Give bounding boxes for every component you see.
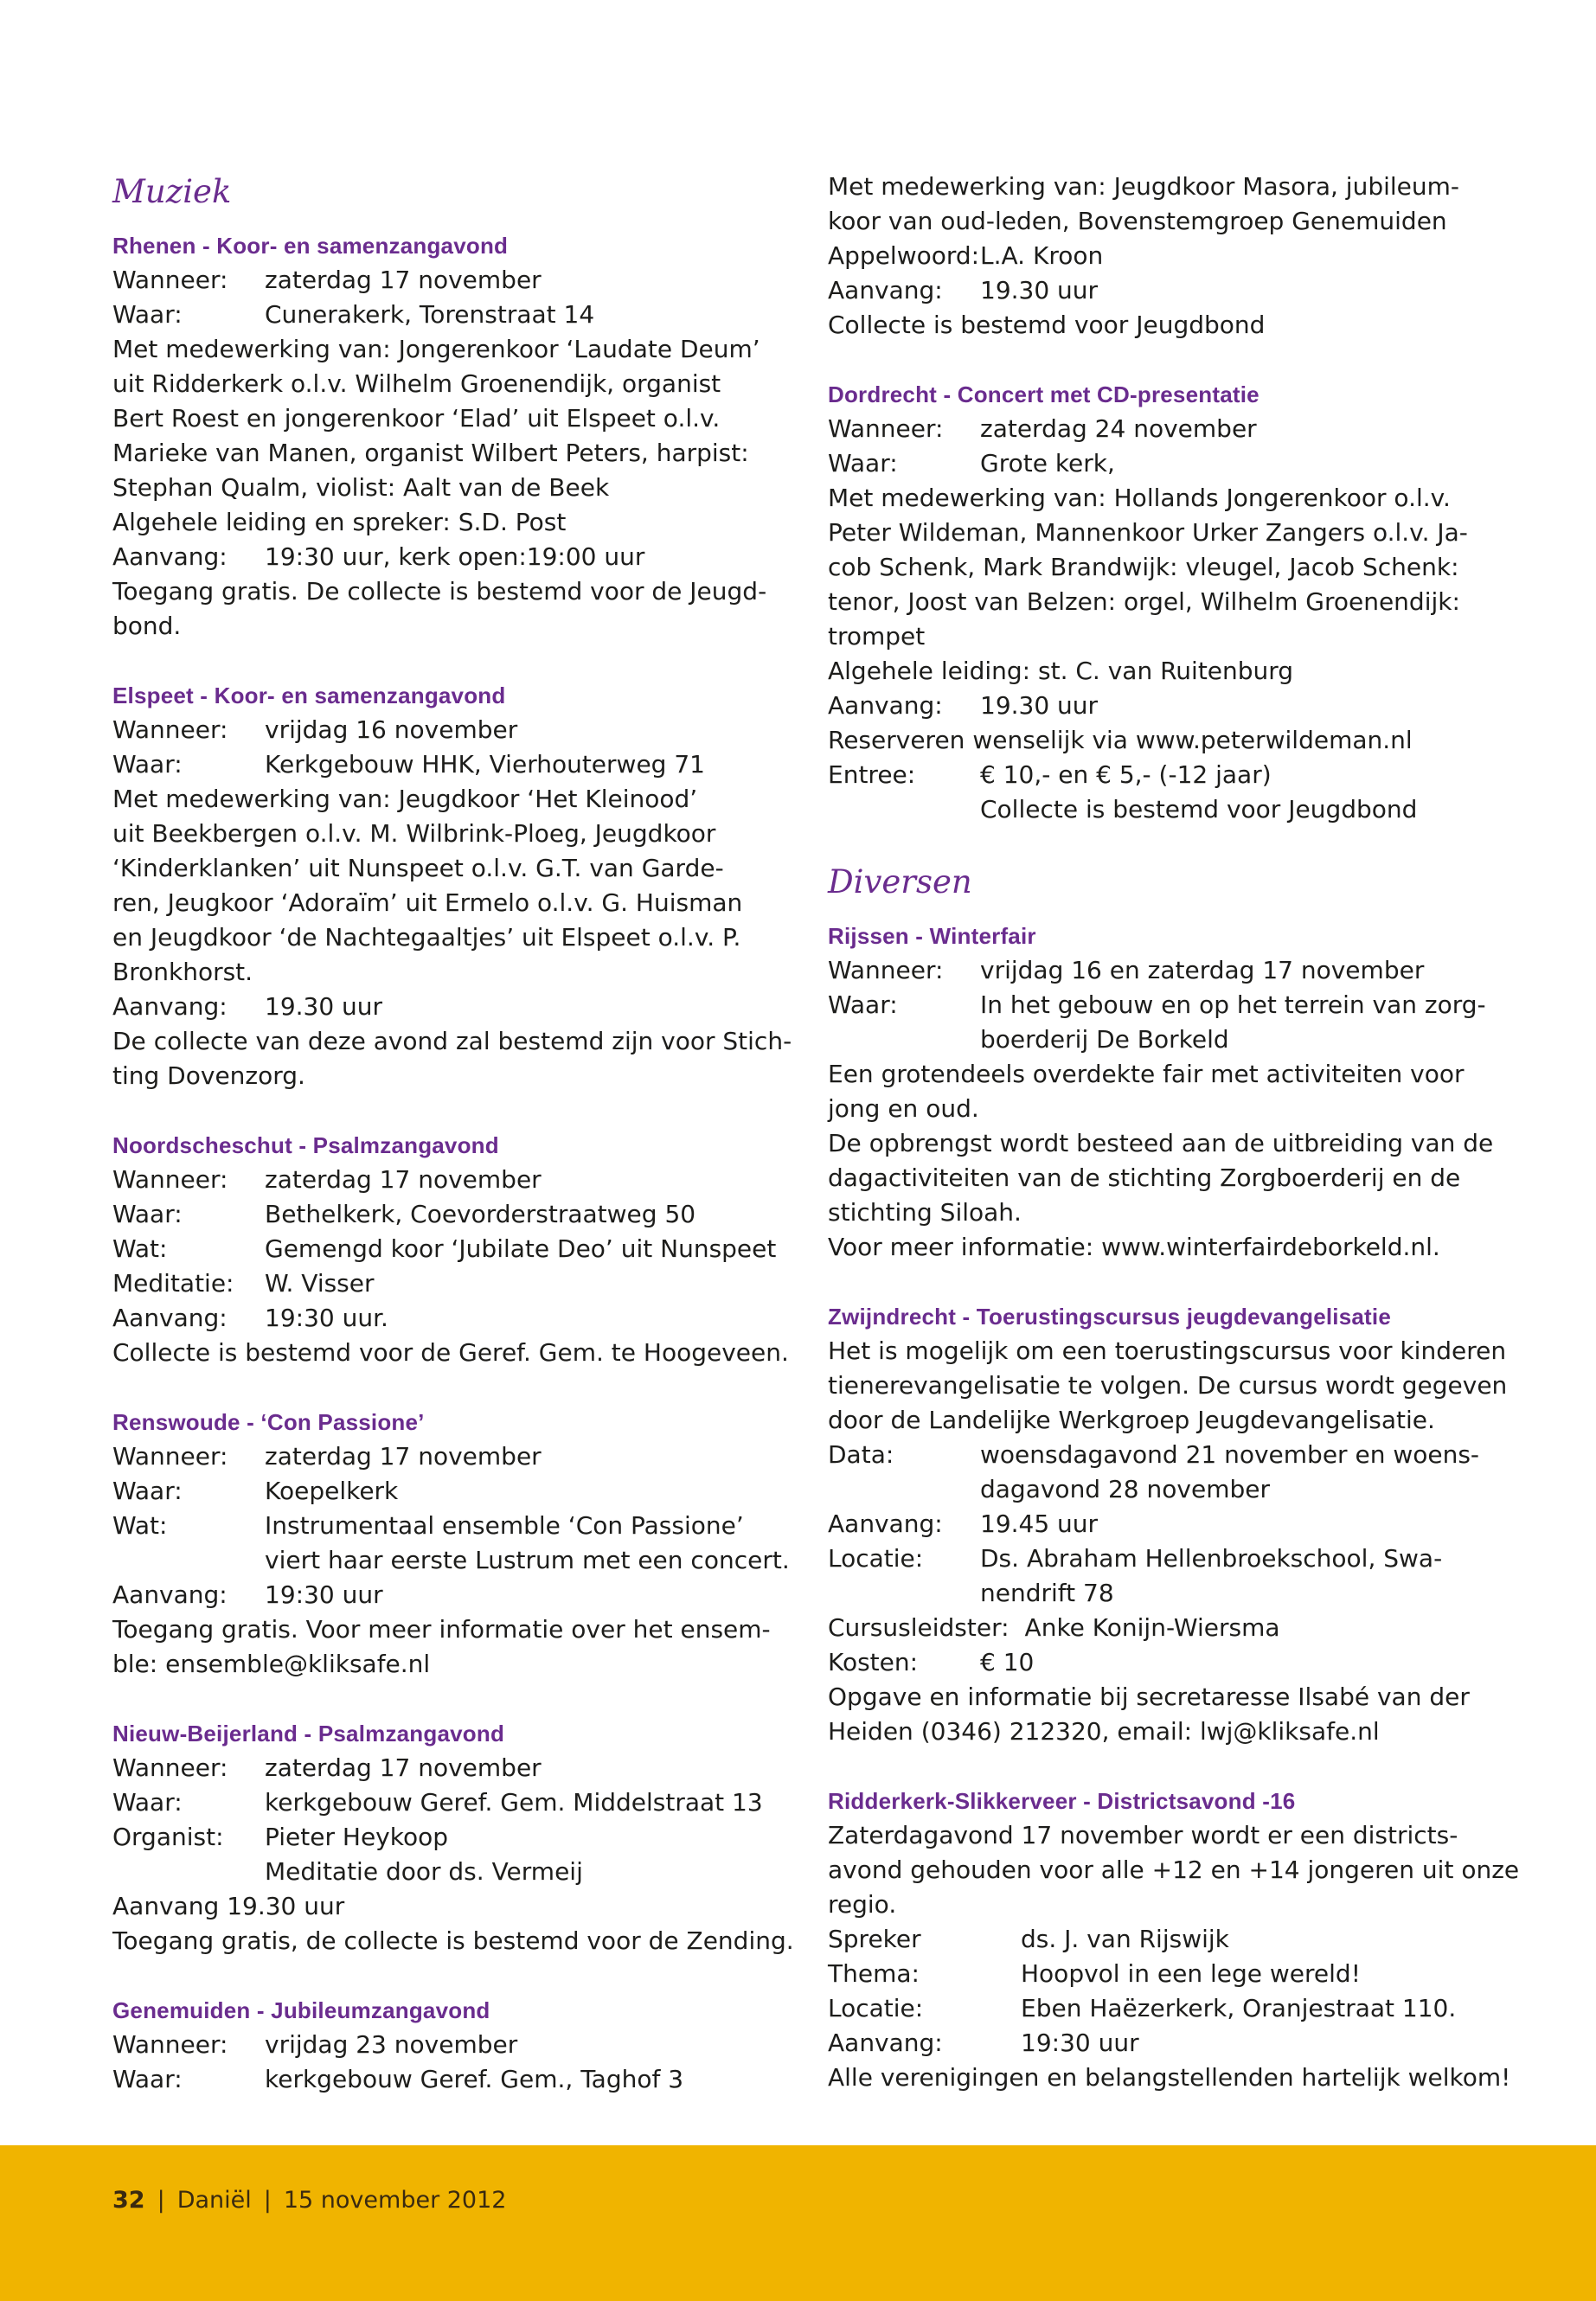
detail-value: Kerkgebouw HHK, Vierhouterweg 71 bbox=[265, 750, 705, 779]
event-title: Genemuiden - Jubileumzangavond bbox=[112, 1997, 490, 2023]
detail-row bbox=[828, 2026, 1494, 2061]
detail-value: Anke Konijn-Wiersma bbox=[1024, 1613, 1280, 1642]
event-item bbox=[112, 1993, 779, 2097]
detail-label: Waar: bbox=[828, 449, 898, 478]
detail-label: Aanvang: bbox=[112, 542, 228, 571]
detail-label: Meditatie: bbox=[112, 1269, 234, 1298]
detail-value: 19.30 uur bbox=[980, 691, 1099, 720]
detail-value: Gemengd koor ‘Jubilate Deo’ uit Nunspeet bbox=[265, 1234, 777, 1263]
text-line: uit Ridderkerk o.l.v. Wilhelm Groenendijk, organist bbox=[112, 369, 721, 398]
detail-label: Wanneer: bbox=[828, 414, 944, 443]
event-dordrecht bbox=[828, 377, 1494, 827]
text-line: stichting Siloah. bbox=[828, 1198, 1022, 1227]
detail-label: Wanneer: bbox=[112, 1753, 228, 1782]
detail-row bbox=[112, 298, 779, 332]
detail-row bbox=[828, 689, 1494, 723]
detail-value: zaterdag 17 november bbox=[265, 1753, 542, 1782]
detail-row bbox=[828, 1991, 1494, 2026]
detail-label: Waar: bbox=[112, 1788, 183, 1817]
text-line: Met medewerking van: Jongerenkoor ‘Laudate Deum’ bbox=[112, 335, 760, 363]
detail-value: ds. J. van Rijswijk bbox=[1021, 1925, 1229, 1953]
detail-label: Aanvang: bbox=[112, 992, 228, 1021]
detail-label: Thema: bbox=[828, 1959, 920, 1988]
detail-label: Wanneer: bbox=[112, 715, 228, 744]
detail-label: Aanvang: bbox=[828, 2029, 943, 2057]
detail-label: Appelwoord: bbox=[828, 241, 980, 270]
text-line: Toegang gratis. De collecte is bestemd voor de Jeugd- bbox=[112, 577, 767, 606]
event-ridderkerk bbox=[828, 1784, 1520, 2095]
detail-value: 19:30 uur, kerk open:19:00 uur bbox=[265, 542, 645, 571]
text-line: Bert Roest en jongerenkoor ‘Elad’ uit Elspeet o.l.v. bbox=[112, 404, 721, 433]
detail-value: Koepelkerk bbox=[265, 1477, 399, 1505]
text-line: Voor meer informatie: www.winterfairdeborkeld.nl. bbox=[828, 1233, 1440, 1261]
detail-row bbox=[112, 1855, 779, 1889]
text-line: Heiden (0346) 212320, email: lwj@kliksafe.nl bbox=[828, 1717, 1380, 1746]
detail-value: Grote kerk, bbox=[980, 449, 1115, 478]
detail-row bbox=[112, 1266, 779, 1301]
event-item bbox=[112, 1716, 794, 1958]
detail-row bbox=[112, 990, 779, 1024]
text-line: Algehele leiding: st. C. van Ruitenburg bbox=[828, 657, 1294, 685]
footer-separator: | bbox=[157, 2187, 165, 2214]
event-item bbox=[112, 1405, 790, 1682]
detail-value: nendrift 78 bbox=[980, 1579, 1114, 1607]
detail-value: 19:30 uur bbox=[265, 1580, 383, 1609]
magazine-name: Daniël bbox=[176, 2187, 252, 2214]
detail-label bbox=[828, 1576, 980, 1611]
text-line: Peter Wildeman, Mannenkoor Urker Zangers o.l.v. Ja- bbox=[828, 518, 1468, 547]
detail-value: zaterdag 17 november bbox=[265, 266, 542, 294]
detail-value: Collecte is bestemd voor Jeugdbond bbox=[980, 795, 1418, 824]
detail-label: Wanneer: bbox=[112, 2030, 228, 2059]
text-line: Een grotendeels overdekte fair met activiteiten voor bbox=[828, 1060, 1465, 1088]
text-line: bond. bbox=[112, 612, 182, 640]
footer-text bbox=[112, 2183, 506, 2218]
text-line: dagactiviteiten van de stichting Zorgboerderij en de bbox=[828, 1163, 1461, 1192]
detail-value: boerderij De Borkeld bbox=[980, 1025, 1229, 1054]
page-footer bbox=[0, 2145, 1596, 2301]
text-line: cob Schenk, Mark Brandwijk: vleugel, Jacob Schenk: bbox=[828, 553, 1459, 581]
text-line: Marieke van Manen, organist Wilbert Peters, harpist: bbox=[112, 439, 749, 467]
detail-row bbox=[112, 263, 779, 298]
detail-label: Aanvang: bbox=[828, 1509, 943, 1538]
detail-label bbox=[112, 1543, 265, 1578]
detail-row bbox=[828, 953, 1494, 988]
detail-value: 19.30 uur bbox=[980, 276, 1099, 304]
detail-value: Cunerakerk, Torenstraat 14 bbox=[265, 300, 595, 329]
detail-label bbox=[828, 792, 980, 827]
detail-row bbox=[828, 1472, 1494, 1507]
detail-row bbox=[828, 1611, 1494, 1645]
text-line: Met medewerking van: Jeugdkoor ‘Het Kleinood’ bbox=[112, 785, 698, 813]
detail-value: kerkgebouw Geref. Gem. Middelstraat 13 bbox=[265, 1788, 763, 1817]
event-item bbox=[112, 1128, 789, 1370]
event-zwijndrecht bbox=[828, 1299, 1508, 1749]
text-line: De collecte van deze avond zal bestemd zijn voor Stich- bbox=[112, 1027, 792, 1055]
text-line: en Jeugdkoor ‘de Nachtegaaltjes’ uit Elspeet o.l.v. P. bbox=[112, 923, 741, 952]
detail-row bbox=[828, 1438, 1494, 1472]
detail-row bbox=[828, 239, 1494, 273]
detail-label: Aanvang: bbox=[828, 691, 943, 720]
detail-label: Organist: bbox=[112, 1823, 224, 1851]
detail-value: W. Visser bbox=[265, 1269, 375, 1298]
detail-label bbox=[112, 1855, 265, 1889]
detail-value: Instrumentaal ensemble ‘Con Passione’ bbox=[265, 1511, 744, 1540]
event-title: Elspeet - Koor- en samenzangavond bbox=[112, 683, 506, 708]
detail-row bbox=[828, 1922, 1494, 1957]
detail-row bbox=[828, 1022, 1494, 1057]
detail-value: Bethelkerk, Coevorderstraatweg 50 bbox=[265, 1200, 696, 1228]
event-title: Rijssen - Winterfair bbox=[828, 923, 1036, 949]
detail-value: woensdagavond 21 november en woens- bbox=[980, 1440, 1480, 1469]
detail-value: € 10,- en € 5,- (-12 jaar) bbox=[980, 760, 1272, 789]
page-number: 32 bbox=[112, 2187, 145, 2214]
detail-row bbox=[112, 1163, 779, 1197]
detail-row bbox=[828, 1957, 1494, 1991]
detail-row bbox=[112, 1197, 779, 1232]
detail-value: L.A. Kroon bbox=[980, 241, 1104, 270]
detail-value: Meditatie door ds. Vermeij bbox=[265, 1857, 583, 1886]
detail-label: Waar: bbox=[112, 2065, 183, 2093]
text-line: Alle verenigingen en belangstellenden hartelijk welkom! bbox=[828, 2063, 1511, 2092]
detail-row bbox=[112, 1301, 779, 1336]
detail-row bbox=[112, 1509, 779, 1543]
detail-label: Spreker bbox=[828, 1925, 921, 1953]
text-line: Opgave en informatie bij secretaresse Ilsabé van der bbox=[828, 1682, 1470, 1711]
left-column bbox=[112, 166, 794, 2131]
detail-row bbox=[112, 1232, 779, 1266]
detail-label: Waar: bbox=[828, 990, 898, 1019]
detail-row bbox=[828, 412, 1494, 446]
text-line: regio. bbox=[828, 1890, 897, 1919]
text-line: Toegang gratis. Voor meer informatie over het ensem- bbox=[112, 1615, 771, 1644]
text-line: ting Dovenzorg. bbox=[112, 1061, 305, 1090]
event-title: Nieuw-Beijerland - Psalmzangavond bbox=[112, 1721, 505, 1747]
detail-value: 19.30 uur bbox=[265, 992, 383, 1021]
left-events bbox=[112, 228, 794, 2097]
detail-label: Locatie: bbox=[828, 1994, 924, 2022]
detail-value: Pieter Heykoop bbox=[265, 1823, 448, 1851]
detail-label: Wanneer: bbox=[112, 1165, 228, 1194]
detail-row bbox=[112, 1439, 779, 1474]
detail-row bbox=[112, 2062, 779, 2097]
event-title: Dordrecht - Concert met CD-presentatie bbox=[828, 381, 1259, 407]
detail-value: kerkgebouw Geref. Gem., Taghof 3 bbox=[265, 2065, 684, 2093]
detail-label: Wanneer: bbox=[112, 266, 228, 294]
text-line: Aanvang 19.30 uur bbox=[112, 1892, 345, 1920]
text-line: tienerevangelisatie te volgen. De cursus wordt gegeven bbox=[828, 1371, 1508, 1400]
detail-value: viert haar eerste Lustrum met een concert. bbox=[265, 1546, 790, 1574]
detail-value: 19:30 uur bbox=[1021, 2029, 1139, 2057]
text-line: Stephan Qualm, violist: Aalt van de Beek bbox=[112, 473, 610, 502]
detail-row bbox=[112, 1543, 790, 1578]
detail-value: In het gebouw en op het terrein van zorg- bbox=[980, 990, 1486, 1019]
detail-value: Hoopvol in een lege wereld! bbox=[1021, 1959, 1361, 1988]
detail-row bbox=[112, 747, 779, 782]
event-title: Noordscheschut - Psalmzangavond bbox=[112, 1132, 499, 1158]
event-title: Ridderkerk-Slikkerveer - Districtsavond -16 bbox=[828, 1788, 1296, 1814]
text-line: avond gehouden voor alle +12 en +14 jongeren uit onze bbox=[828, 1856, 1520, 1884]
detail-row bbox=[828, 1576, 1494, 1611]
detail-row bbox=[112, 713, 779, 747]
detail-label bbox=[828, 1022, 980, 1057]
detail-row bbox=[828, 988, 1494, 1022]
detail-value: zaterdag 24 november bbox=[980, 414, 1257, 443]
detail-value: 19.45 uur bbox=[980, 1509, 1099, 1538]
detail-value: vrijdag 16 november bbox=[265, 715, 518, 744]
text-line: Bronkhorst. bbox=[112, 958, 253, 986]
text-line: Met medewerking van: Jeugdkoor Masora, jubileum- bbox=[828, 172, 1460, 201]
text-line: Algehele leiding en spreker: S.D. Post bbox=[112, 508, 567, 536]
text-line: trompet bbox=[828, 622, 926, 651]
text-line: ‘Kinderklanken’ uit Nunspeet o.l.v. G.T. van Garde- bbox=[112, 854, 724, 882]
detail-row bbox=[828, 1541, 1494, 1576]
detail-label: Aanvang: bbox=[112, 1580, 228, 1609]
event-item bbox=[112, 228, 779, 644]
detail-label: Kosten: bbox=[828, 1648, 919, 1676]
detail-row bbox=[112, 2028, 779, 2062]
detail-value: 19:30 uur. bbox=[265, 1304, 388, 1332]
detail-row bbox=[828, 273, 1494, 308]
detail-label: Waar: bbox=[112, 750, 183, 779]
detail-label: Wanneer: bbox=[112, 1442, 228, 1471]
detail-value: € 10 bbox=[980, 1648, 1035, 1676]
detail-row bbox=[828, 758, 1494, 792]
right-column bbox=[828, 170, 1520, 2130]
detail-label: Data: bbox=[828, 1440, 894, 1469]
detail-label: Entree: bbox=[828, 760, 916, 789]
detail-value: vrijdag 16 en zaterdag 17 november bbox=[980, 956, 1425, 984]
text-line: koor van oud-leden, Bovenstemgroep Genemuiden bbox=[828, 207, 1447, 235]
event-title: Rhenen - Koor- en samenzangavond bbox=[112, 233, 509, 259]
detail-row bbox=[112, 1578, 779, 1612]
detail-label: Waar: bbox=[112, 300, 183, 329]
detail-label: Wat: bbox=[112, 1234, 168, 1263]
text-line: tenor, Joost van Belzen: orgel, Wilhelm Groenendijk: bbox=[828, 587, 1460, 616]
detail-value: vrijdag 23 november bbox=[265, 2030, 518, 2059]
text-line: Het is mogelijk om een toerustingscursus voor kinderen bbox=[828, 1336, 1507, 1365]
detail-row bbox=[828, 446, 1494, 481]
event-title: Zwijndrecht - Toerustingscursus jeugdevangelisatie bbox=[828, 1304, 1391, 1330]
text-line: ren, Jeugkoor ‘Adoraïm’ uit Ermelo o.l.v. G. Huisman bbox=[112, 888, 743, 917]
detail-value: Eben Haëzerkerk, Oranjestraat 110. bbox=[1021, 1994, 1457, 2022]
text-line: Reserveren wenselijk via www.peterwildeman.nl bbox=[828, 726, 1413, 754]
text-line: uit Beekbergen o.l.v. M. Wilbrink-Ploeg, Jeugdkoor bbox=[112, 819, 716, 848]
detail-label: Aanvang: bbox=[112, 1304, 228, 1332]
detail-label: Waar: bbox=[112, 1200, 183, 1228]
text-line: door de Landelijke Werkgroep Jeugdevangelisatie. bbox=[828, 1406, 1435, 1434]
detail-value: zaterdag 17 november bbox=[265, 1165, 542, 1194]
detail-value: zaterdag 17 november bbox=[265, 1442, 542, 1471]
detail-label: Wat: bbox=[112, 1511, 168, 1540]
event-title: Renswoude - ‘Con Passione’ bbox=[112, 1409, 425, 1435]
text-line: Met medewerking van: Hollands Jongerenkoor o.l.v. bbox=[828, 484, 1451, 512]
detail-label: Waar: bbox=[112, 1477, 183, 1505]
event-rijssen bbox=[828, 919, 1494, 1265]
text-line: ble: ensemble@kliksafe.nl bbox=[112, 1650, 431, 1678]
text-line: Collecte is bestemd voor de Geref. Gem. te Hoogeveen. bbox=[112, 1338, 789, 1367]
detail-row bbox=[828, 1645, 1494, 1680]
detail-row bbox=[112, 1785, 779, 1820]
text-line: Zaterdagavond 17 november wordt er een districts- bbox=[828, 1821, 1458, 1849]
detail-value: Ds. Abraham Hellenbroekschool, Swa- bbox=[980, 1544, 1443, 1573]
detail-row bbox=[828, 1507, 1494, 1541]
footer-separator: | bbox=[263, 2187, 272, 2214]
event-item bbox=[112, 678, 792, 1093]
detail-label: Wanneer: bbox=[828, 956, 944, 984]
detail-row bbox=[112, 1751, 779, 1785]
detail-value: dagavond 28 november bbox=[980, 1475, 1270, 1503]
text-line: De opbrengst wordt besteed aan de uitbreiding van de bbox=[828, 1129, 1494, 1157]
section-title-diversen: Diversen bbox=[828, 863, 972, 901]
detail-label bbox=[828, 1472, 980, 1507]
text-line: Toegang gratis, de collecte is bestemd voor de Zending. bbox=[112, 1926, 794, 1955]
detail-label: Aanvang: bbox=[828, 276, 943, 304]
detail-row bbox=[828, 792, 1494, 827]
detail-label: Cursusleidster: bbox=[828, 1613, 1010, 1642]
issue-date: 15 november 2012 bbox=[283, 2187, 507, 2214]
detail-row bbox=[112, 1474, 779, 1509]
text-line: jong en oud. bbox=[828, 1094, 979, 1123]
detail-label: Locatie: bbox=[828, 1544, 924, 1573]
detail-row bbox=[112, 1820, 779, 1855]
text-line: Collecte is bestemd voor Jeugdbond bbox=[828, 311, 1266, 339]
section-title-muziek: Muziek bbox=[112, 173, 232, 210]
detail-row bbox=[112, 540, 779, 574]
event-genemuiden-continued bbox=[828, 170, 1494, 343]
